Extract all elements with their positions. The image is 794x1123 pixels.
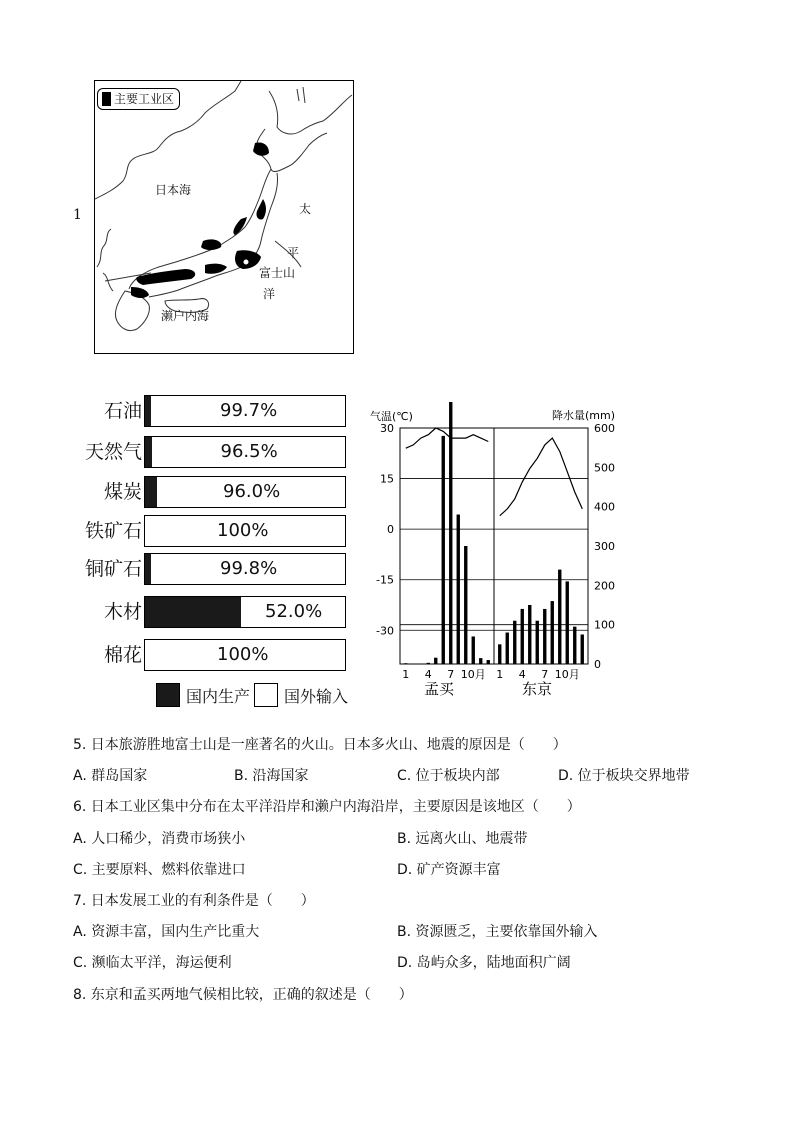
- tokyo-precip-bar: [558, 570, 561, 664]
- figure-label: 1: [73, 207, 82, 223]
- mumbai-x-tick: 7: [447, 668, 455, 681]
- mumbai-precip-bar: [464, 546, 467, 664]
- precip-tick-label: 100: [594, 618, 615, 632]
- climate-ylabel-right: 降水量(mm): [552, 409, 616, 422]
- resource-name: 煤炭: [103, 481, 142, 503]
- question-5-stem: 5. 日本旅游胜地富士山是一座著名的火山。日本多火山、地震的原因是（ ）: [73, 737, 567, 753]
- resource-bar: [144, 515, 346, 547]
- mumbai-precip-bar: [434, 658, 437, 664]
- q7-option-b: B. 资源匮乏，主要依靠国外输入: [397, 924, 598, 940]
- question-8-stem: 8. 东京和孟买两地气候相比较，正确的叙述是（ ）: [73, 987, 413, 1003]
- resource-domestic-fill: [145, 396, 151, 426]
- tokyo-precip-bar: [551, 601, 554, 664]
- tokyo-x-tick: 10月: [554, 668, 580, 681]
- precip-tick-label: 500: [594, 461, 615, 475]
- resource-bar: [144, 639, 346, 671]
- resource-name: 铁矿石: [84, 520, 142, 542]
- map-label-pacific-2: 平: [287, 246, 300, 260]
- q6-option-a: A. 人口稀少，消费市场狭小: [73, 831, 246, 847]
- temp-tick-label: 15: [380, 472, 394, 486]
- mumbai-x-tick: 10月: [460, 668, 486, 681]
- resource-name: 石油: [103, 400, 142, 422]
- question-6-stem: 6. 日本工业区集中分布在太平洋沿岸和濑户内海沿岸，主要原因是该地区（ ）: [73, 799, 581, 815]
- resource-bar: [144, 436, 346, 468]
- temp-tick-label: -15: [376, 573, 394, 587]
- legend-domestic-label: 国内生产: [186, 686, 251, 706]
- temp-tick-label: 0: [387, 523, 394, 537]
- q6-option-d: D. 矿产资源丰富: [397, 862, 501, 878]
- resource-row: [80, 515, 350, 547]
- tokyo-temp-line: [500, 438, 583, 516]
- resource-bar: [144, 395, 346, 427]
- resource-name: 天然气: [84, 441, 142, 463]
- resource-domestic-fill: [145, 597, 241, 627]
- precip-tick-label: 600: [594, 422, 615, 435]
- resource-row: [80, 639, 350, 671]
- map-label-mt-fuji: 富士山: [259, 266, 296, 280]
- q5-option-c: C. 位于板块内部: [397, 768, 500, 784]
- question-7-stem: 7. 日本发展工业的有利条件是（ ）: [73, 893, 315, 909]
- resource-bar: [144, 553, 346, 585]
- climate-ylabel-left: 气温(℃): [370, 410, 413, 423]
- map-label-seto: 濑户内海: [161, 309, 210, 323]
- tokyo-precip-bar: [566, 581, 569, 664]
- resource-import-value: 96.0%: [223, 481, 281, 502]
- resource-row: [80, 436, 350, 468]
- resource-import-value: 96.5%: [220, 441, 278, 462]
- resource-row: [80, 476, 350, 508]
- precip-tick-label: 200: [594, 579, 615, 593]
- precip-tick-label: 400: [594, 500, 615, 514]
- tokyo-precip-bar: [581, 635, 584, 665]
- tokyo-x-tick: 1: [496, 668, 504, 681]
- legend-domestic-swatch: [156, 683, 180, 707]
- map-legend-label: 主要工业区: [114, 92, 175, 106]
- tokyo-precip-bar: [521, 609, 524, 664]
- resource-import-value: 100%: [217, 520, 269, 541]
- resource-row: [80, 596, 350, 628]
- tokyo-precip-bar: [573, 627, 576, 664]
- legend-import-label: 国外输入: [284, 686, 349, 706]
- precip-tick-label: 300: [594, 540, 615, 553]
- q6-option-b: B. 远离火山、地震带: [397, 831, 528, 847]
- resource-domestic-fill: [145, 437, 152, 467]
- resource-name: 棉花: [103, 644, 142, 666]
- resource-name: 铜矿石: [84, 558, 142, 580]
- q7-option-a: A. 资源丰富，国内生产比重大: [73, 924, 260, 940]
- climate-chart: [364, 402, 624, 702]
- resource-row: [80, 395, 350, 427]
- q5-option-a: A. 群岛国家: [73, 768, 148, 784]
- mumbai-precip-bar: [404, 663, 407, 664]
- resource-domestic-fill: [145, 554, 151, 584]
- map-label-pacific-1: 太: [299, 202, 312, 216]
- resource-bar: [144, 596, 346, 628]
- tokyo-x-tick: 7: [541, 668, 549, 681]
- q6-option-c: C. 主要原料、燃料依靠进口: [73, 862, 246, 878]
- q7-option-c: C. 濒临太平洋，海运便利: [73, 955, 232, 971]
- resource-bar: [144, 476, 346, 508]
- mumbai-precip-bar: [487, 660, 490, 664]
- mumbai-precip-bar: [472, 636, 475, 664]
- city-label-mumbai: 孟买: [424, 680, 455, 698]
- map-outline: [95, 81, 353, 353]
- resource-import-value: 99.8%: [220, 558, 278, 579]
- legend-import-swatch: [254, 683, 278, 707]
- q5-option-d: D. 位于板块交界地带: [558, 768, 690, 784]
- tokyo-precip-bar: [543, 609, 546, 664]
- tokyo-precip-bar: [506, 633, 509, 664]
- q5-option-b: B. 沿海国家: [234, 768, 309, 784]
- resource-name: 木材: [103, 601, 142, 623]
- resource-import-value: 52.0%: [265, 601, 323, 622]
- tokyo-precip-bar: [513, 621, 516, 664]
- tokyo-x-tick: 4: [518, 668, 526, 681]
- mumbai-precip-bar: [479, 658, 482, 664]
- mumbai-x-tick: 4: [424, 668, 432, 681]
- mumbai-precip-bar: [449, 402, 452, 664]
- tokyo-precip-bar: [498, 644, 501, 664]
- resource-import-value: 99.7%: [220, 400, 278, 421]
- tokyo-precip-bar: [536, 621, 539, 664]
- japan-industrial-map: [94, 80, 354, 354]
- temp-tick-label: -30: [376, 624, 394, 638]
- map-label-sea-of-japan: 日本海: [155, 183, 192, 197]
- mumbai-precip-bar: [457, 515, 460, 664]
- mumbai-temp-line: [406, 428, 489, 448]
- temp-tick-label: 30: [380, 422, 394, 435]
- resource-domestic-fill: [145, 477, 157, 507]
- q7-option-d: D. 岛屿众多，陆地面积广阔: [397, 955, 571, 971]
- mumbai-x-tick: 1: [402, 668, 410, 681]
- mumbai-precip-bar: [442, 436, 445, 664]
- city-label-tokyo: 东京: [522, 680, 553, 698]
- resource-row: [80, 553, 350, 585]
- resource-import-value: 100%: [217, 644, 269, 665]
- precip-tick-label: 0: [594, 658, 601, 671]
- map-label-pacific-3: 洋: [263, 287, 276, 301]
- mumbai-precip-bar: [427, 663, 430, 664]
- resource-legend: [156, 683, 348, 707]
- tokyo-precip-bar: [528, 605, 531, 664]
